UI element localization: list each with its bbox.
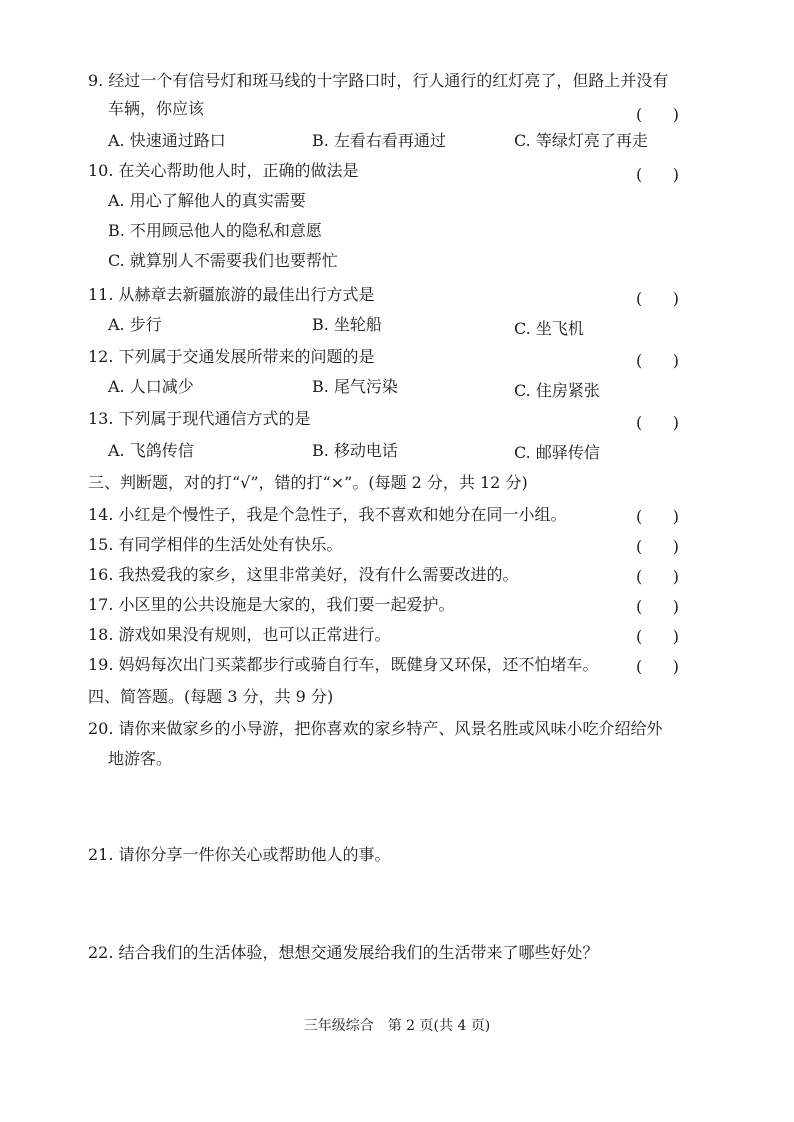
q16-stem: 16. 我热爱我的家乡，这里非常美好，没有什么需要改进的。 (88, 565, 519, 584)
q10-answer-blank[interactable]: ( ) (636, 165, 679, 184)
q9-option-c: C. 等绿灯亮了再走 (514, 131, 648, 150)
q20-stem-line2: 地游客。 (108, 749, 173, 768)
q12-option-c: C. 住房紧张 (514, 381, 600, 400)
q9-answer-blank[interactable]: ( ) (636, 105, 679, 124)
q14-stem: 14. 小红是个慢性子，我是个急性子，我不喜欢和她分在同一小组。 (88, 505, 567, 524)
q13-answer-blank[interactable]: ( ) (636, 413, 679, 432)
page-footer: 三年级综合 第 2 页(共 4 页) (303, 1018, 491, 1034)
q17-answer-blank[interactable]: ( ) (636, 597, 679, 616)
q13-option-c: C. 邮驿传信 (514, 443, 600, 462)
q12-answer-blank[interactable]: ( ) (636, 351, 679, 370)
q19-answer-blank[interactable]: ( ) (636, 657, 679, 676)
q12-option-a: A. 人口减少 (108, 377, 194, 396)
q14-answer-blank[interactable]: ( ) (636, 507, 679, 526)
q13-option-b: B. 移动电话 (312, 441, 398, 460)
q12-option-b: B. 尾气污染 (312, 377, 398, 396)
q11-option-b: B. 坐轮船 (312, 315, 382, 334)
q16-answer-blank[interactable]: ( ) (636, 567, 679, 586)
section-3-heading: 三、判断题，对的打“√”，错的打“×”。(每题 2 分，共 12 分) (88, 473, 528, 492)
q10-option-a: A. 用心了解他人的真实需要 (108, 191, 306, 210)
q9-stem-line1: 9. 经过一个有信号灯和斑马线的十字路口时，行人通行的红灯亮了，但路上并没有 (88, 71, 669, 90)
q17-stem: 17. 小区里的公共设施是大家的，我们要一起爱护。 (88, 595, 455, 614)
q15-stem: 15. 有同学相伴的生活处处有快乐。 (88, 535, 343, 554)
q21-stem: 21. 请你分享一件你关心或帮助他人的事。 (88, 845, 391, 864)
q10-stem: 10. 在关心帮助他人时，正确的做法是 (88, 161, 359, 180)
q11-option-c: C. 坐飞机 (514, 319, 584, 338)
q10-option-b: B. 不用顾忌他人的隐私和意愿 (108, 221, 322, 240)
q13-option-a: A. 飞鸽传信 (108, 441, 194, 460)
q22-stem: 22. 结合我们的生活体验，想想交通发展给我们的生活带来了哪些好处？ (88, 943, 599, 962)
q10-option-c: C. 就算别人不需要我们也要帮忙 (108, 251, 338, 270)
section-4-heading: 四、简答题。(每题 3 分，共 9 分) (88, 687, 334, 706)
q18-answer-blank[interactable]: ( ) (636, 627, 679, 646)
q11-option-a: A. 步行 (108, 315, 162, 334)
q9-option-a: A. 快速通过路口 (108, 131, 226, 150)
q18-stem: 18. 游戏如果没有规则，也可以正常进行。 (88, 625, 391, 644)
q20-stem-line1: 20. 请你来做家乡的小导游，把你喜欢的家乡特产、风景名胜或风味小吃介绍给外 (88, 719, 663, 738)
q11-stem: 11. 从赫章去新疆旅游的最佳出行方式是 (88, 285, 375, 304)
q9-stem-line2: 车辆，你应该 (108, 99, 205, 118)
q19-stem: 19. 妈妈每次出门买菜都步行或骑自行车，既健身又环保，还不怕堵车。 (88, 655, 599, 674)
q15-answer-blank[interactable]: ( ) (636, 537, 679, 556)
q9-option-b: B. 左看右看再通过 (312, 131, 446, 150)
q11-answer-blank[interactable]: ( ) (636, 289, 679, 308)
q13-stem: 13. 下列属于现代通信方式的是 (88, 409, 311, 428)
q12-stem: 12. 下列属于交通发展所带来的问题的是 (88, 347, 375, 366)
